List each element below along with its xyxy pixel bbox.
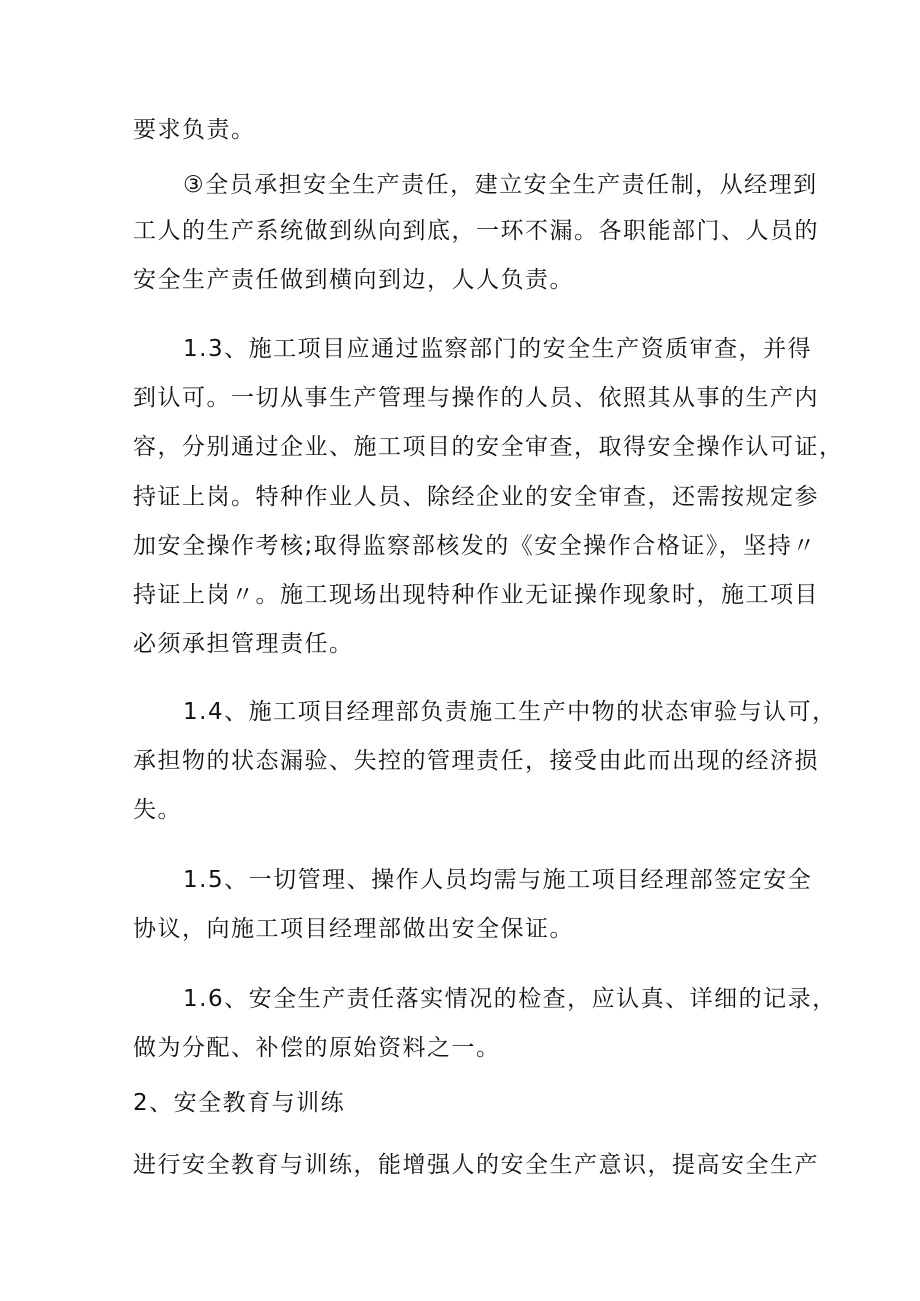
- text-line: 必须承担管理责任。: [133, 631, 354, 657]
- text-line: 加安全操作考核;取得监察部核发的《安全操作合格证》，坚持〃: [133, 533, 817, 559]
- text-line: ③全员承担安全生产责任，建立安全生产责任制，从经理到: [183, 172, 818, 198]
- text-line: 工人的生产系统做到纵向到底，一环不漏。各职能部门、人员的: [133, 218, 819, 244]
- text-line: 持证上岗〃。施工现场出现特种作业无证操作现象时，施工项目: [133, 582, 819, 608]
- text-line: 1.4、施工项目经理部负责施工生产中物的状态审验与认可，: [183, 699, 837, 725]
- text-line: 持证上岗。特种作业人员、除经企业的安全审查，还需按规定参: [133, 484, 819, 510]
- text-line: 1.3、施工项目应通过监察部门的安全生产资质审查，并得: [183, 336, 813, 362]
- text-line: 到认可。一切从事生产管理与操作的人员、依照其从事的生产内: [133, 385, 819, 411]
- text-line: 承担物的状态漏验、失控的管理责任，接受由此而出现的经济损: [133, 748, 819, 774]
- text-line: 做为分配、补偿的原始资料之一。: [133, 1035, 501, 1061]
- text-line: 容，分别通过企业、施工项目的安全审查，取得安全操作认可证，: [133, 434, 844, 460]
- section-heading: 2、安全教育与训练: [133, 1090, 346, 1116]
- text-line: 1.6、安全生产责任落实情况的检查，应认真、详细的记录，: [183, 986, 837, 1012]
- text-line: 要求负责。: [133, 117, 256, 143]
- text-line: 协议，向施工项目经理部做出安全保证。: [133, 916, 574, 942]
- text-line: 安全生产责任做到横向到边，人人负责。: [133, 267, 574, 293]
- text-line: 进行安全教育与训练，能增强人的安全生产意识，提高安全生产: [133, 1152, 819, 1178]
- text-line: 1.5、一切管理、操作人员均需与施工项目经理部签定安全: [183, 867, 813, 893]
- text-line: 失。: [133, 797, 182, 823]
